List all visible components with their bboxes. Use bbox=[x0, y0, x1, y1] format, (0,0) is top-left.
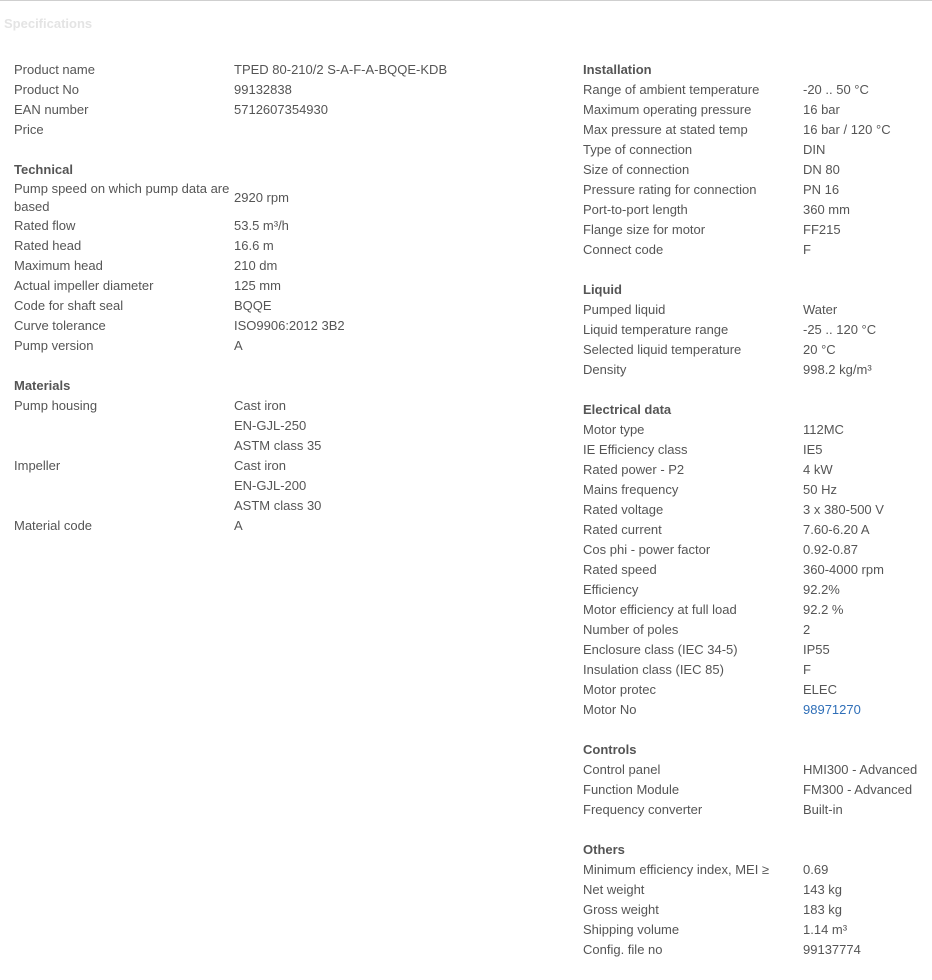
spec-value bbox=[234, 516, 454, 536]
spec-label: Selected liquid temperature bbox=[583, 342, 742, 357]
spec-label: EAN number bbox=[14, 102, 89, 117]
spec-label: Rated flow bbox=[14, 218, 76, 233]
spec-row-ean-number bbox=[14, 100, 454, 120]
spec-value: 16 bar / 120 °C bbox=[803, 122, 891, 137]
spec-value: 99137774 bbox=[803, 942, 861, 957]
spec-row bbox=[583, 300, 928, 320]
spec-value: -25 .. 120 °C bbox=[803, 322, 877, 337]
spec-value: IP55 bbox=[803, 642, 830, 657]
page-title: Specifications bbox=[4, 16, 93, 31]
spec-value: 50 Hz bbox=[803, 482, 837, 497]
spec-value: 4 kW bbox=[803, 462, 833, 477]
spec-row bbox=[583, 600, 928, 620]
spec-row bbox=[583, 360, 928, 380]
spec-label: Net weight bbox=[583, 882, 645, 897]
spec-label: Gross weight bbox=[583, 902, 659, 917]
spec-label: Max pressure at stated temp bbox=[583, 122, 748, 137]
spec-label: Cos phi - power factor bbox=[583, 542, 711, 557]
spec-row bbox=[583, 580, 928, 600]
spec-value: 0.69 bbox=[803, 862, 829, 877]
section-title-technical: Technical bbox=[14, 162, 74, 177]
spec-value: BQQE bbox=[234, 298, 272, 313]
spec-row bbox=[583, 160, 928, 180]
spec-value-line: EN-GJL-200 bbox=[234, 478, 307, 493]
spec-value bbox=[234, 456, 454, 516]
spec-value: 1.14 m³ bbox=[803, 922, 848, 937]
spec-label: Price bbox=[14, 122, 44, 137]
spec-row bbox=[583, 140, 928, 160]
spec-value: DIN bbox=[803, 142, 826, 157]
spec-value-line: ASTM class 35 bbox=[234, 438, 322, 453]
spec-row-impeller-diameter bbox=[14, 276, 454, 296]
spec-row bbox=[583, 480, 928, 500]
spec-row bbox=[583, 940, 928, 960]
spec-row bbox=[583, 880, 928, 900]
spec-value: 143 kg bbox=[803, 882, 843, 897]
spec-row bbox=[583, 620, 928, 640]
spec-label: Control panel bbox=[583, 762, 661, 777]
spec-value: 92.2% bbox=[803, 582, 840, 597]
spec-label: Product name bbox=[14, 62, 95, 77]
spec-row bbox=[583, 120, 928, 140]
spec-value: 2920 rpm bbox=[234, 190, 289, 205]
spec-label: Rated current bbox=[583, 522, 662, 537]
spec-value-line: EN-GJL-250 bbox=[234, 418, 307, 433]
spec-label: Liquid temperature range bbox=[583, 322, 729, 337]
spec-row bbox=[583, 640, 928, 660]
motor-no-link[interactable]: 98971270 bbox=[803, 702, 861, 717]
right-column bbox=[583, 60, 928, 980]
spec-value: 53.5 m³/h bbox=[234, 218, 289, 233]
general-section bbox=[14, 60, 454, 140]
spec-row bbox=[583, 680, 928, 700]
spec-label: Mains frequency bbox=[583, 482, 679, 497]
spec-row bbox=[583, 660, 928, 680]
spec-value bbox=[234, 396, 454, 456]
spec-label: Motor type bbox=[583, 422, 645, 437]
spec-label: Product No bbox=[14, 82, 80, 97]
spec-value: TPED 80-210/2 S-A-F-A-BQQE-KDB bbox=[234, 62, 448, 77]
spec-value: A bbox=[234, 338, 243, 353]
spec-label: Rated head bbox=[14, 238, 82, 253]
spec-value: 3 x 380-500 V bbox=[803, 502, 884, 517]
spec-value: DN 80 bbox=[803, 162, 840, 177]
spec-label: Enclosure class (IEC 34-5) bbox=[583, 642, 738, 657]
spec-row bbox=[583, 900, 928, 920]
spec-label: Impeller bbox=[14, 458, 61, 473]
spec-value: 998.2 kg/m³ bbox=[803, 362, 872, 377]
liquid-section bbox=[583, 280, 928, 380]
spec-value: 5712607354930 bbox=[234, 102, 328, 117]
spec-label: Efficiency bbox=[583, 582, 639, 597]
spec-row-price bbox=[14, 120, 454, 140]
spec-label: Motor No bbox=[583, 702, 637, 717]
spec-value-line: A bbox=[234, 518, 243, 533]
spec-row bbox=[583, 80, 928, 100]
spec-value: F bbox=[803, 242, 811, 257]
section-title-electrical: Electrical data bbox=[583, 402, 672, 417]
spec-label: Insulation class (IEC 85) bbox=[583, 662, 724, 677]
spec-row bbox=[583, 860, 928, 880]
spec-row-product-no bbox=[14, 80, 454, 100]
spec-label: IE Efficiency class bbox=[583, 442, 688, 457]
spec-value: 16.6 m bbox=[234, 238, 274, 253]
section-title-others: Others bbox=[583, 842, 625, 857]
spec-label: Maximum operating pressure bbox=[583, 102, 752, 117]
spec-label: Type of connection bbox=[583, 142, 693, 157]
spec-value: PN 16 bbox=[803, 182, 840, 197]
spec-row-pump-version bbox=[14, 336, 454, 356]
spec-row bbox=[583, 560, 928, 580]
spec-row-curve-tolerance bbox=[14, 316, 454, 336]
spec-label: Size of connection bbox=[583, 162, 690, 177]
controls-section bbox=[583, 740, 928, 820]
technical-section bbox=[14, 160, 454, 356]
spec-row bbox=[583, 760, 928, 780]
spec-row bbox=[583, 180, 928, 200]
spec-value-line: Cast iron bbox=[234, 398, 287, 413]
spec-value-line: Cast iron bbox=[234, 458, 287, 473]
left-column bbox=[14, 60, 454, 556]
spec-row bbox=[583, 520, 928, 540]
electrical-section bbox=[583, 400, 928, 720]
others-section bbox=[583, 840, 928, 960]
spec-value: 210 dm bbox=[234, 258, 278, 273]
spec-row bbox=[583, 500, 928, 520]
spec-value: ELEC bbox=[803, 682, 837, 697]
spec-label: Config. file no bbox=[583, 942, 663, 957]
spec-value-line: ASTM class 30 bbox=[234, 498, 322, 513]
installation-section bbox=[583, 60, 928, 260]
spec-label: Rated power - P2 bbox=[583, 462, 685, 477]
spec-label: Motor efficiency at full load bbox=[583, 602, 737, 617]
spec-label: Code for shaft seal bbox=[14, 298, 124, 313]
spec-label: Minimum efficiency index, MEI ≥ bbox=[583, 862, 770, 877]
spec-label: Actual impeller diameter bbox=[14, 278, 154, 293]
spec-row bbox=[583, 540, 928, 560]
spec-value: 16 bar bbox=[803, 102, 840, 117]
spec-row-maximum-head bbox=[14, 256, 454, 276]
spec-value: 99132838 bbox=[234, 82, 292, 97]
spec-value: F bbox=[803, 662, 811, 677]
spec-label: Number of poles bbox=[583, 622, 679, 637]
spec-label: Frequency converter bbox=[583, 802, 703, 817]
spec-row-material-code bbox=[14, 516, 454, 536]
spec-label: Rated speed bbox=[583, 562, 657, 577]
spec-value: FM300 - Advanced bbox=[803, 782, 913, 797]
spec-row bbox=[583, 800, 928, 820]
spec-row bbox=[583, 440, 928, 460]
spec-value: Water bbox=[803, 302, 838, 317]
spec-row bbox=[583, 460, 928, 480]
top-divider bbox=[0, 0, 932, 1]
spec-row bbox=[583, 220, 928, 240]
spec-value: IE5 bbox=[803, 442, 823, 457]
spec-label: Shipping volume bbox=[583, 922, 680, 937]
spec-value: 92.2 % bbox=[803, 602, 844, 617]
spec-row-rated-flow bbox=[14, 216, 454, 236]
spec-label: Pressure rating for connection bbox=[583, 182, 757, 197]
spec-value: 183 kg bbox=[803, 902, 843, 917]
spec-label: Function Module bbox=[583, 782, 680, 797]
spec-label: Rated voltage bbox=[583, 502, 664, 517]
spec-value: ISO9906:2012 3B2 bbox=[234, 318, 345, 333]
spec-value: 112MC bbox=[803, 422, 844, 437]
spec-value: Built-in bbox=[803, 802, 843, 817]
section-title-materials: Materials bbox=[14, 378, 71, 393]
spec-value: -20 .. 50 °C bbox=[803, 82, 869, 97]
spec-row bbox=[583, 340, 928, 360]
materials-section bbox=[14, 376, 454, 536]
spec-label: Pump version bbox=[14, 338, 94, 353]
spec-value: 20 °C bbox=[803, 342, 836, 357]
spec-row bbox=[583, 920, 928, 940]
spec-row-pump-speed bbox=[14, 180, 454, 216]
spec-value: 360-4000 rpm bbox=[803, 562, 884, 577]
spec-label: Density bbox=[583, 362, 627, 377]
spec-row-rated-head bbox=[14, 236, 454, 256]
spec-label: Maximum head bbox=[14, 258, 103, 273]
spec-row bbox=[583, 780, 928, 800]
spec-row bbox=[583, 320, 928, 340]
spec-label: Pump speed on which pump data are based bbox=[14, 181, 230, 214]
spec-value: 125 mm bbox=[234, 278, 281, 293]
spec-row bbox=[583, 240, 928, 260]
spec-row-product-name bbox=[14, 60, 454, 80]
spec-value: 2 bbox=[803, 622, 811, 637]
spec-label: Pumped liquid bbox=[583, 302, 666, 317]
spec-label: Material code bbox=[14, 518, 93, 533]
spec-value: 7.60-6.20 A bbox=[803, 522, 870, 537]
spec-row bbox=[583, 420, 928, 440]
spec-value: HMI300 - Advanced bbox=[803, 762, 918, 777]
spec-label: Connect code bbox=[583, 242, 664, 257]
spec-label: Pump housing bbox=[14, 398, 98, 413]
spec-label: Range of ambient temperature bbox=[583, 82, 760, 97]
spec-row-impeller bbox=[14, 456, 454, 516]
spec-value: FF215 bbox=[803, 222, 841, 237]
spec-row-pump-housing bbox=[14, 396, 454, 456]
section-title-liquid: Liquid bbox=[583, 282, 622, 297]
spec-label: Motor protec bbox=[583, 682, 656, 697]
spec-row-motor-no bbox=[583, 700, 928, 720]
spec-label: Port-to-port length bbox=[583, 202, 688, 217]
section-title-controls: Controls bbox=[583, 742, 637, 757]
spec-row-shaft-seal bbox=[14, 296, 454, 316]
spec-label: Curve tolerance bbox=[14, 318, 106, 333]
section-title-installation: Installation bbox=[583, 62, 652, 77]
spec-label: Flange size for motor bbox=[583, 222, 706, 237]
spec-value: 0.92-0.87 bbox=[803, 542, 858, 557]
spec-row bbox=[583, 200, 928, 220]
spec-value: 360 mm bbox=[803, 202, 850, 217]
spec-row bbox=[583, 100, 928, 120]
